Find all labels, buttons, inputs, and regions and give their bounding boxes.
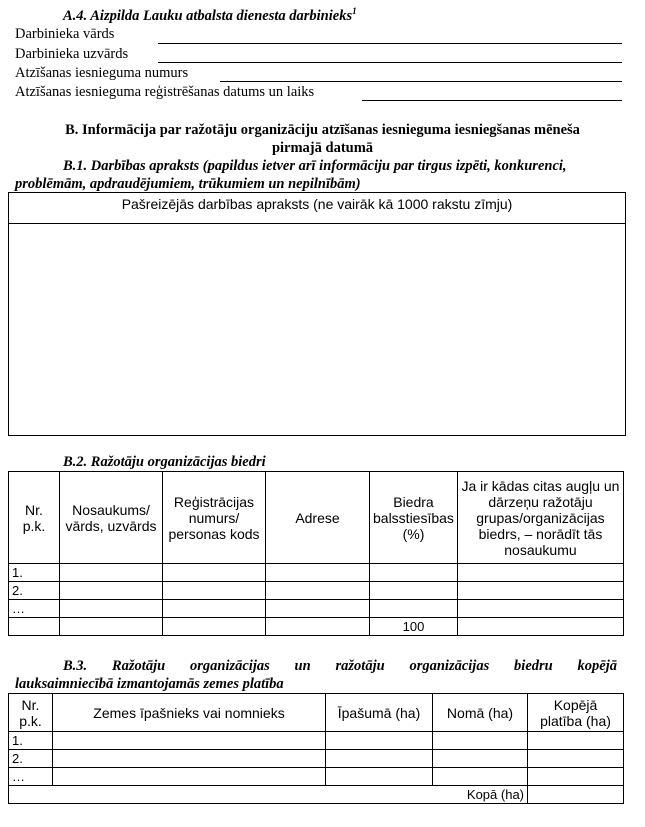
- sum-label: Kopā (ha): [9, 786, 528, 804]
- table-row: [9, 564, 624, 582]
- registration-datetime-label: Atzīšanas iesnieguma reģistrēšanas datums un laiks: [15, 84, 315, 100]
- section-b3-title-line2: lauksaimniecībā izmantojamās zemes platība: [15, 676, 284, 692]
- employee-first-name-field[interactable]: [158, 43, 622, 44]
- table-row: [9, 750, 624, 768]
- table-row: [9, 600, 624, 618]
- col-header-rented: Nomā (ha): [433, 694, 528, 732]
- table-row: [9, 582, 624, 600]
- cell-input[interactable]: [326, 732, 433, 750]
- cell-input[interactable]: [370, 564, 458, 582]
- col-header-total: Kopējā platība (ha): [528, 694, 624, 732]
- section-a4-title-text: A.4. Aizpilda Lauku atbalsta dienesta darbinieks: [63, 7, 353, 24]
- sum-input[interactable]: [528, 786, 624, 804]
- employee-last-name-label: Darbinieka uzvārds: [15, 46, 129, 62]
- cell-input[interactable]: [457, 582, 623, 600]
- cell-input[interactable]: [53, 732, 326, 750]
- col-header-other: Ja ir kādas citas augļu un dārzeņu ražotāju grupas/organizācijas biedrs, – norādīt tās nosaukumu: [457, 472, 623, 564]
- section-b3-title-line1: B.3. Ražotāju organizācijas un ražotāju organizācijas biedru kopējā: [63, 658, 617, 674]
- activity-description-box: [8, 192, 626, 436]
- activity-description-header: Pašreizējās darbības apraksts (ne vairāk kā 1000 rakstu zīmju): [9, 193, 625, 224]
- col-header-share: Biedra balsstiesības (%): [370, 472, 458, 564]
- cell-input[interactable]: [433, 750, 528, 768]
- cell-input[interactable]: [457, 564, 623, 582]
- cell-input[interactable]: [53, 750, 326, 768]
- cell-input[interactable]: [433, 732, 528, 750]
- table-total-row: [9, 618, 624, 636]
- cell-input[interactable]: [60, 600, 163, 618]
- cell-input[interactable]: [326, 768, 433, 786]
- members-table: [8, 471, 624, 636]
- row-number: 2.: [9, 582, 60, 600]
- cell-input[interactable]: [528, 768, 624, 786]
- section-b-title-line2: pirmajā datumā: [271, 140, 374, 156]
- table-row: [9, 732, 624, 750]
- cell-input[interactable]: [528, 750, 624, 768]
- section-b1-title-line1: B.1. Darbības apraksts (papildus ietver arī informāciju par tirgus izpēti, konkurenci,: [63, 158, 567, 174]
- col-header-name: Nosaukums/ vārds, uzvārds: [60, 472, 163, 564]
- cell-input[interactable]: [266, 564, 370, 582]
- activity-description-input[interactable]: [9, 224, 625, 434]
- section-a4-title: [63, 6, 357, 25]
- application-number-label: Atzīšanas iesnieguma numurs: [15, 65, 189, 81]
- col-header-owned: Īpašumā (ha): [326, 694, 433, 732]
- col-header-nr: Nr. p.k.: [9, 694, 53, 732]
- col-header-address: Adrese: [266, 472, 370, 564]
- section-b2-title: B.2. Ražotāju organizācijas biedri: [63, 454, 266, 470]
- share-total: 100: [370, 618, 458, 636]
- row-number: …: [9, 768, 53, 786]
- cell-empty: [457, 618, 623, 636]
- employee-last-name-field[interactable]: [158, 62, 622, 63]
- registration-datetime-field[interactable]: [362, 100, 622, 101]
- footnote-marker: 1: [352, 6, 357, 16]
- table-row: [9, 768, 624, 786]
- cell-input[interactable]: [266, 582, 370, 600]
- cell-input[interactable]: [60, 582, 163, 600]
- cell-input[interactable]: [163, 564, 266, 582]
- cell-input[interactable]: [457, 600, 623, 618]
- cell-input[interactable]: [53, 768, 326, 786]
- row-number: …: [9, 600, 60, 618]
- col-header-owner: Zemes īpašnieks vai nomnieks: [53, 694, 326, 732]
- section-b-title-line1: B. Informācija par ražotāju organizāciju atzīšanas iesnieguma iesniegšanas mēneša: [65, 122, 580, 138]
- employee-first-name-label: Darbinieka vārds: [15, 26, 115, 42]
- col-header-reg: Reģistrācijas numurs/ personas kods: [163, 472, 266, 564]
- section-b-title: [0, 121, 645, 157]
- cell-input[interactable]: [60, 564, 163, 582]
- cell-input[interactable]: [163, 600, 266, 618]
- cell-empty: [60, 618, 163, 636]
- land-area-table: [8, 693, 624, 804]
- cell-input[interactable]: [326, 750, 433, 768]
- cell-empty: [266, 618, 370, 636]
- col-header-nr: Nr. p.k.: [9, 472, 60, 564]
- row-number: 2.: [9, 750, 53, 768]
- row-number: 1.: [9, 564, 60, 582]
- cell-input[interactable]: [370, 582, 458, 600]
- cell-input[interactable]: [370, 600, 458, 618]
- cell-input[interactable]: [163, 582, 266, 600]
- row-number: 1.: [9, 732, 53, 750]
- cell-input[interactable]: [528, 732, 624, 750]
- table-sum-row: [9, 786, 624, 804]
- cell-empty: [163, 618, 266, 636]
- application-number-field[interactable]: [220, 81, 622, 82]
- cell-input[interactable]: [266, 600, 370, 618]
- cell-input[interactable]: [433, 768, 528, 786]
- section-b1-title-line2: problēmām, apdraudējumiem, trūkumiem un nepilnībām): [15, 176, 361, 192]
- cell-empty: [9, 618, 60, 636]
